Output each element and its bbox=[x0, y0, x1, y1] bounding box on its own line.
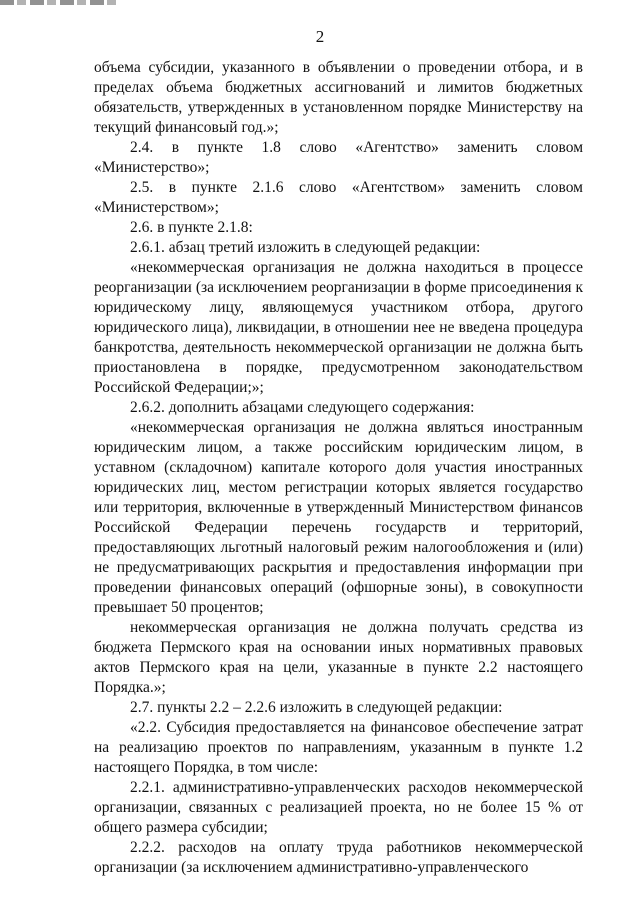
paragraph-budget-funds: некоммерческая организация не должна получать средства из бюджета Пермского края на основании иных нормативных правовых актов Пермского края на цели, указанные в пункте 2.2 настоящего Порядка.»; bbox=[94, 619, 583, 696]
paragraph-2-5: 2.5. в пункте 2.1.6 слово «Агентством» заменить словом «Министерством»; bbox=[94, 179, 583, 216]
paragraph-2-2: «2.2. Субсидия предоставляется на финансовое обеспечение затрат на реализацию проектов по направлениям, указанным в пункте 1.2 настоящего Порядка, в том числе: bbox=[94, 719, 583, 776]
paragraph-reorganization: «некоммерческая организация не должна находиться в процессе реорганизации (за исключением реорганизации в форме присоединения к юридическому лицу, являющемуся участником отбора, другого юридического лица), ликвидации, в отношении нее не введена процедура банкротства, деятельность некоммерческой организации не должна быть приостановлена в порядке, предусмотренном законодательством Российской Федерации;»; bbox=[94, 259, 583, 396]
scan-artifact bbox=[0, 0, 118, 5]
document-body bbox=[94, 58, 583, 878]
paragraph-2-4: 2.4. в пункте 1.8 слово «Агентство» заменить словом «Министерство»; bbox=[94, 139, 583, 176]
page-number: 2 bbox=[315, 27, 325, 46]
paragraph-subsidy-volume: объема субсидии, указанного в объявлении о проведении отбора, и в пределах объема бюджетных ассигнований и лимитов бюджетных обязательств, утвержденных в установленном порядке Министерству на текущий финансовый год.»; bbox=[94, 59, 583, 136]
paragraph-2-2-2: 2.2.2. расходов на оплату труда работников некоммерческой организации (за исключением административно-управленческого bbox=[94, 839, 583, 876]
paragraph-2-6-1: 2.6.1. абзац третий изложить в следующей редакции: bbox=[130, 239, 481, 256]
paragraph-2-6-2: 2.6.2. дополнить абзацами следующего содержания: bbox=[130, 399, 475, 416]
paragraph-2-7: 2.7. пункты 2.2 – 2.2.6 изложить в следующей редакции: bbox=[130, 699, 503, 716]
paragraph-2-2-1: 2.2.1. административно-управленческих расходов некоммерческой организации, связанных с реализацией проекта, но не более 15 % от общего размера субсидии; bbox=[94, 779, 583, 836]
paragraph-2-6: 2.6. в пункте 2.1.8: bbox=[130, 219, 253, 236]
paragraph-foreign-entity: «некоммерческая организация не должна являться иностранным юридическим лицом, а также российским юридическим лицом, в уставном (складочном) капитале которого доля участия иностранных юридических лиц, местом регистрации которых является государство или территория, включенные в утвержденный Министерством финансов Российской Федерации перечень государств и территорий, предоставляющих льготный налоговый режим налогообложения и (или) не предусматривающих раскрытия и предоставления информации при проведении финансовых операций (офшорные зоны), в совокупности превышает 50 процентов; bbox=[94, 419, 583, 616]
